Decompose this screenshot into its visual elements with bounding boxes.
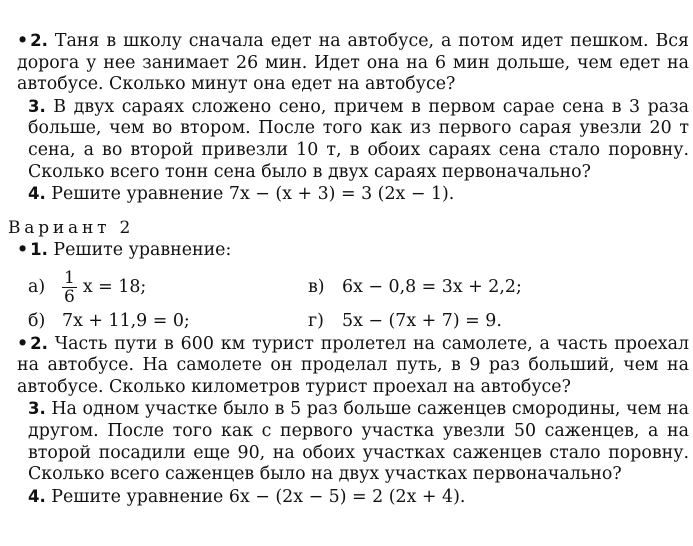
bullet-mark: • bbox=[17, 31, 29, 51]
equation-text: 7x + 11,9 = 0; bbox=[62, 310, 190, 331]
problem-text: Решите уравнение 6x − (2x − 5) = 2 (2x + 4). bbox=[51, 486, 466, 507]
equation-label: а) bbox=[28, 277, 46, 298]
problem-number: 2. bbox=[30, 31, 48, 50]
v2-problem-3 bbox=[8, 398, 689, 485]
problem-text: Решите уравнение 7x − (x + 3) = 3 (2x − 1). bbox=[51, 184, 455, 205]
v1-problem-2 bbox=[8, 30, 689, 96]
v1-problem-4 bbox=[8, 183, 689, 206]
problem-number: 4. bbox=[28, 184, 46, 204]
v2-problem-4 bbox=[8, 486, 689, 509]
problem-text: В двух сараях сложено сено, причем в первом сарае сена в 3 раза больше, чем во втором. После того как из первого сарая увезли 20 т сена, а во второй привезли 10 т, в обоих сараях сена стало поровну. Сколько всего тонн сена было в двух сараях первоначально? bbox=[28, 96, 690, 182]
equations-row-1 bbox=[8, 265, 689, 311]
bullet-mark: • bbox=[17, 333, 29, 354]
equation-v bbox=[308, 277, 522, 299]
problem-number: 2. bbox=[30, 333, 48, 353]
fraction-numerator: 1 bbox=[64, 268, 75, 289]
v2-problem-1 bbox=[8, 239, 689, 262]
problem-text: Таня в школу сначала едет на автобусе, а потом идет пешком. Вся дорога у нее занимает 26 мин. Идет она на 6 мин дольше, чем едет на автобусе. Сколько минут она едет на автобусе? bbox=[17, 31, 689, 95]
problem-number: 3. bbox=[28, 96, 46, 116]
problem-number: 4. bbox=[28, 486, 46, 506]
equation-label: г) bbox=[308, 310, 324, 331]
equation-text: x = 18; bbox=[82, 277, 147, 298]
fraction bbox=[62, 269, 77, 306]
equation-text: 6x − 0,8 = 3x + 2,2; bbox=[342, 277, 522, 298]
equation-b bbox=[28, 311, 308, 333]
equation-label: б) bbox=[28, 310, 46, 331]
variant-2-title: Вариант 2 bbox=[8, 217, 135, 238]
bullet-mark: • bbox=[17, 240, 29, 261]
problem-number: 1. bbox=[30, 240, 48, 260]
problem-number: 3. bbox=[28, 399, 46, 419]
equation-g bbox=[308, 311, 502, 333]
v1-problem-3 bbox=[8, 96, 689, 183]
problem-text: Часть пути в 600 км турист пролетел на самолете, а часть проехал на автобусе. На самолете он проделал путь, в 9 раз больший, чем на автобусе. Сколько километров турист проехал на автобусе? bbox=[17, 333, 689, 397]
equation-text: 5x − (7x + 7) = 9. bbox=[342, 310, 502, 331]
fraction-denominator: 6 bbox=[64, 287, 75, 308]
equations-row-2 bbox=[8, 311, 689, 333]
equation-a bbox=[28, 269, 308, 306]
problem-text: Решите уравнение: bbox=[53, 240, 232, 261]
v2-problem-2 bbox=[8, 333, 689, 399]
equation-label: в) bbox=[308, 277, 325, 298]
problem-text: На одном участке было в 5 раз больше саженцев смородины, чем на другом. После того как с первого участка увезли 50 саженцев, а на второй посадили еще 90, на обоих участках саженцев стало поровну. Сколько всего саженцев было на двух участках первоначально? bbox=[28, 399, 689, 485]
